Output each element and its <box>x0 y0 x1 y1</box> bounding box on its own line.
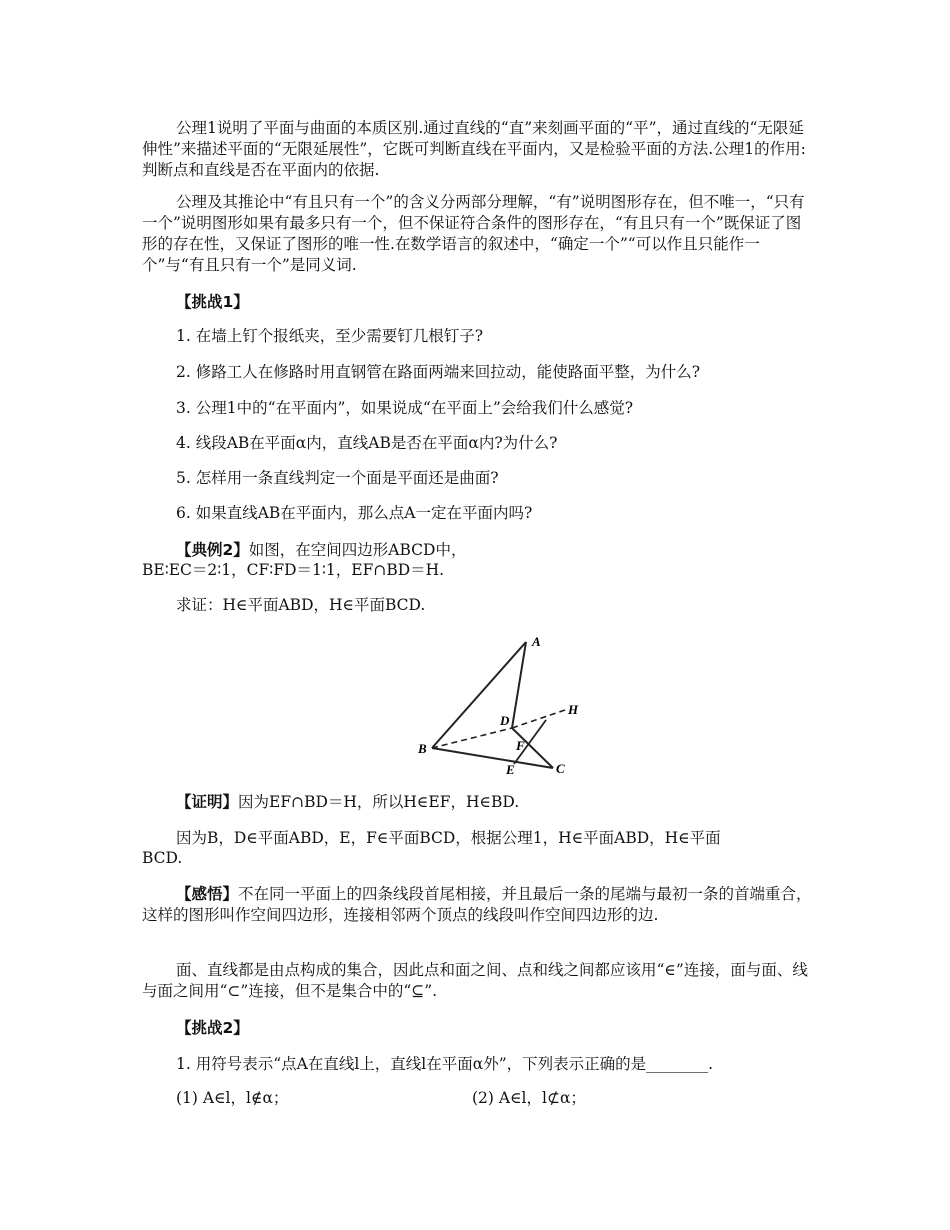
insight-label: 【感悟】 <box>176 885 239 903</box>
label-E: E <box>506 762 515 777</box>
proof-label: 【证明】 <box>176 793 239 811</box>
label-D: D <box>500 713 510 728</box>
proof-line3: BCD. <box>142 849 183 867</box>
example2-prove: 求证：H∈平面ABD，H∈平面BCD. <box>176 596 426 614</box>
challenge2-option1: (1) A∈l，l∉α； <box>176 1089 289 1107</box>
challenge2-option2: (2) A∈l，l⊄α； <box>472 1089 586 1107</box>
insight-paragraph <box>142 884 814 926</box>
challenge1-item-3: 3. 公理1中的“在平面内”，如果说成“在平面上”会给我们什么感觉? <box>176 399 634 417</box>
edge-AB <box>432 642 526 748</box>
space-quadrilateral-figure <box>410 628 590 778</box>
challenge2-title: 【挑战2】 <box>176 1019 249 1037</box>
label-F: F <box>516 738 525 753</box>
label-A: A <box>532 634 541 649</box>
example2-label: 【典例2】 <box>176 541 249 559</box>
paragraph-axiom1: 公理1说明了平面与曲面的本质区别.通过直线的“直”来刻画平面的“平”，通过直线的“无限延伸性”来描述平面的“无限延展性”，它既可判断直线在平面内，又是检验平面的方法.公理1的作用:判断点和直线是否在平面内的依据. <box>142 119 806 179</box>
challenge1-item-2: 2. 修路工人在修路时用直钢管在路面两端来回拉动，能使路面平整，为什么? <box>176 363 701 381</box>
label-C: C <box>556 761 565 776</box>
challenge1-item-1: 1. 在墙上钉个报纸夹，至少需要钉几根钉子? <box>176 327 484 345</box>
label-B: B <box>418 741 427 756</box>
proof-text1: 因为EF∩BD＝H，所以H∈EF，H∈BD. <box>238 793 520 811</box>
label-H: H <box>568 702 579 717</box>
paragraph-uniqueness: 公理及其推论中“有且只有一个”的含义分两部分理解，“有”说明图形存在，但不唯一，“只有一个”说明图形如果有最多只有一个，但不保证符合条件的图形存在，“有且只有一个”既保证了图形的存在性，又保证了图形的唯一性.在数学语言的叙述中，“确定一个”“可以作且只能作一个”与“有且只有一个”是同义词. <box>142 193 805 274</box>
challenge1-title: 【挑战1】 <box>176 293 249 311</box>
edge-BD-dashed <box>432 728 512 748</box>
challenge2-question1: 1. 用符号表示“点A在直线l上，直线l在平面α外”，下列表示正确的是________. <box>176 1055 714 1073</box>
challenge1-item-5: 5. 怎样用一条直线判定一个面是平面还是曲面? <box>176 469 499 487</box>
line-DH-dashed <box>512 709 568 728</box>
paragraph-sets: 面、直线都是由点构成的集合，因此点和面之间、点和线之间都应该用“∈”连接，面与面、线与面之间用“⊂”连接，但不是集合中的“⊆”. <box>142 961 808 1000</box>
example2-text1: 如图，在空间四边形ABCD中， <box>248 541 467 559</box>
challenge1-item-6: 6. 如果直线AB在平面内，那么点A一定在平面内吗? <box>176 504 533 522</box>
challenge1-item-4: 4. 线段AB在平面α内，直线AB是否在平面α内?为什么? <box>176 434 558 452</box>
example2-line2: BE∶EC＝2∶1，CF∶FD＝1∶1，EF∩BD＝H. <box>142 561 445 579</box>
proof-line2: 因为B，D∈平面ABD，E，F∈平面BCD，根据公理1，H∈平面ABD，H∈平面 <box>176 829 721 847</box>
proof-line1 <box>176 792 519 812</box>
insight-text: 不在同一平面上的四条线段首尾相接，并且最后一条的尾端与最初一条的首端重合，这样的图形叫作空间四边形，连接相邻两个顶点的线段叫作空间四边形的边. <box>142 885 812 924</box>
example2-line1 <box>176 540 466 560</box>
